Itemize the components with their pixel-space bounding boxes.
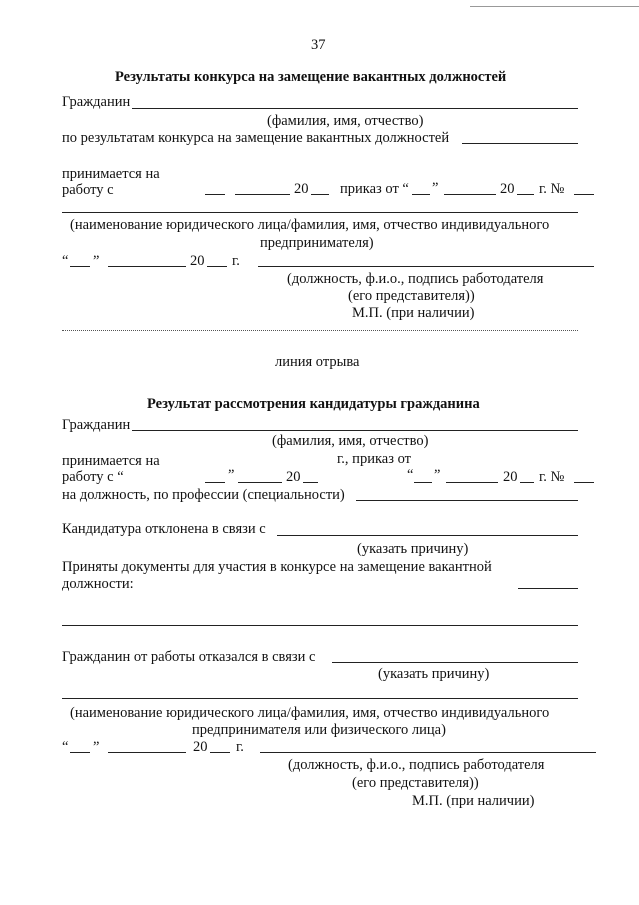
section2-order-month-blank[interactable] bbox=[446, 482, 498, 483]
section2-citizen-label: Гражданин bbox=[62, 417, 131, 433]
section2-docs-line-1[interactable] bbox=[518, 588, 578, 589]
section1-day-blank[interactable] bbox=[205, 194, 225, 195]
section1-sign-hint-1: (должность, ф.и.о., подпись работодателя bbox=[287, 271, 544, 287]
section1-year-label: 20 bbox=[294, 181, 309, 197]
section2-stamp: М.П. (при наличии) bbox=[412, 793, 535, 809]
section2-order-no: г. № bbox=[539, 469, 565, 485]
section2-docs-1: Приняты документы для участия в конкурсе на замещение вакантной bbox=[62, 559, 492, 575]
section2-docs-2: должности: bbox=[62, 576, 134, 592]
section1-order-month-blank[interactable] bbox=[444, 194, 496, 195]
section1-sign-hint-2: (его представителя)) bbox=[348, 288, 475, 304]
section1-order-quote: ” bbox=[432, 180, 439, 196]
section1-stamp: М.П. (при наличии) bbox=[352, 305, 475, 321]
tear-dotted-line bbox=[62, 330, 578, 331]
section2-date-year-blank[interactable] bbox=[210, 752, 230, 753]
section2-title: Результат рассмотрения кандидатуры гражданина bbox=[147, 396, 480, 412]
section1-by-results: по результатам конкурса на замещение вакантных должностей bbox=[62, 130, 450, 146]
section2-date-quote-open: “ bbox=[62, 739, 69, 755]
section1-month-blank[interactable] bbox=[235, 194, 290, 195]
section1-entity-hint-2: предпринимателя) bbox=[260, 235, 374, 251]
tear-line-label: линия отрыва bbox=[275, 354, 360, 370]
section2-work-from: работу с “ bbox=[62, 469, 124, 485]
section2-order-day-blank[interactable] bbox=[414, 482, 432, 483]
section1-date-quote-close: ” bbox=[93, 253, 100, 269]
section2-year-blank[interactable] bbox=[303, 482, 318, 483]
section2-sign-hint-1: (должность, ф.и.о., подпись работодателя bbox=[288, 757, 545, 773]
section1-accepted-2: работу с bbox=[62, 182, 114, 198]
section2-position-line[interactable] bbox=[356, 500, 578, 501]
section1-date-month-blank[interactable] bbox=[108, 266, 186, 267]
section2-docs-line-2[interactable] bbox=[62, 625, 578, 626]
section1-citizen-label: Гражданин bbox=[62, 94, 131, 110]
section2-date-year: 20 bbox=[193, 739, 208, 755]
section2-date-day-blank[interactable] bbox=[70, 752, 90, 753]
section1-signature-line[interactable] bbox=[258, 266, 594, 267]
scan-edge-line bbox=[470, 6, 639, 7]
section2-day-quote-close: ” bbox=[228, 467, 235, 483]
section1-order-no-blank[interactable] bbox=[574, 194, 594, 195]
section2-sign-hint-2: (его представителя)) bbox=[352, 775, 479, 791]
section1-order-day-blank[interactable] bbox=[412, 194, 430, 195]
section2-order-year-blank[interactable] bbox=[520, 482, 534, 483]
section2-order-no-blank[interactable] bbox=[574, 482, 594, 483]
section1-date-quote-open: “ bbox=[62, 253, 69, 269]
section2-entity-line[interactable] bbox=[62, 698, 578, 699]
section1-fio-hint: (фамилия, имя, отчество) bbox=[267, 113, 424, 129]
section2-day-blank[interactable] bbox=[205, 482, 225, 483]
section1-date-day-blank[interactable] bbox=[70, 266, 90, 267]
section2-order-year-label: 20 bbox=[503, 469, 518, 485]
section2-reason-hint2: (указать причину) bbox=[378, 666, 490, 682]
section2-date-g: г. bbox=[236, 739, 244, 755]
section1-date-year: 20 bbox=[190, 253, 205, 269]
section2-date-month-blank[interactable] bbox=[108, 752, 186, 753]
section2-citizen-line[interactable] bbox=[132, 430, 578, 431]
section1-citizen-line[interactable] bbox=[132, 108, 578, 109]
section1-accepted-1: принимается на bbox=[62, 166, 160, 182]
section2-refused-label: Гражданин от работы отказался в связи с bbox=[62, 649, 316, 665]
section2-order-quote-close: ” bbox=[434, 467, 441, 483]
section2-rejected-label: Кандидатура отклонена в связи с bbox=[62, 521, 266, 537]
section1-date-g: г. bbox=[232, 253, 240, 269]
section2-fio-hint: (фамилия, имя, отчество) bbox=[272, 433, 429, 449]
section1-date-year-blank[interactable] bbox=[207, 266, 227, 267]
section1-entity-line[interactable] bbox=[62, 212, 578, 213]
section2-accepted-1: принимается на bbox=[62, 453, 160, 469]
section2-order-from: г., приказ от bbox=[337, 451, 411, 467]
section1-order-year-blank[interactable] bbox=[517, 194, 534, 195]
section1-order-from: приказ от “ bbox=[340, 181, 409, 197]
section2-position-label: на должность, по профессии (специальности) bbox=[62, 487, 345, 503]
page-number: 37 bbox=[311, 37, 326, 53]
section1-year-blank[interactable] bbox=[311, 194, 329, 195]
section2-signature-line[interactable] bbox=[260, 752, 596, 753]
section2-month-blank[interactable] bbox=[238, 482, 282, 483]
section2-entity-hint-1: (наименование юридического лица/фамилия, имя, отчество индивидуального bbox=[70, 705, 550, 721]
section2-date-quote-close: ” bbox=[93, 739, 100, 755]
section1-order-no: г. № bbox=[539, 181, 565, 197]
section2-refused-line[interactable] bbox=[332, 662, 578, 663]
section2-reason-hint: (указать причину) bbox=[357, 541, 469, 557]
section1-entity-hint-1: (наименование юридического лица/фамилия, имя, отчество индивидуального bbox=[70, 217, 550, 233]
section1-title: Результаты конкурса на замещение вакантных должностей bbox=[115, 69, 507, 85]
section2-order-quote-open: “ bbox=[407, 467, 414, 483]
section1-by-results-line[interactable] bbox=[462, 143, 578, 144]
section2-rejected-line[interactable] bbox=[277, 535, 578, 536]
section2-entity-hint-2: предпринимателя или физического лица) bbox=[192, 722, 446, 738]
section1-order-year-label: 20 bbox=[500, 181, 515, 197]
section2-year-label: 20 bbox=[286, 469, 301, 485]
